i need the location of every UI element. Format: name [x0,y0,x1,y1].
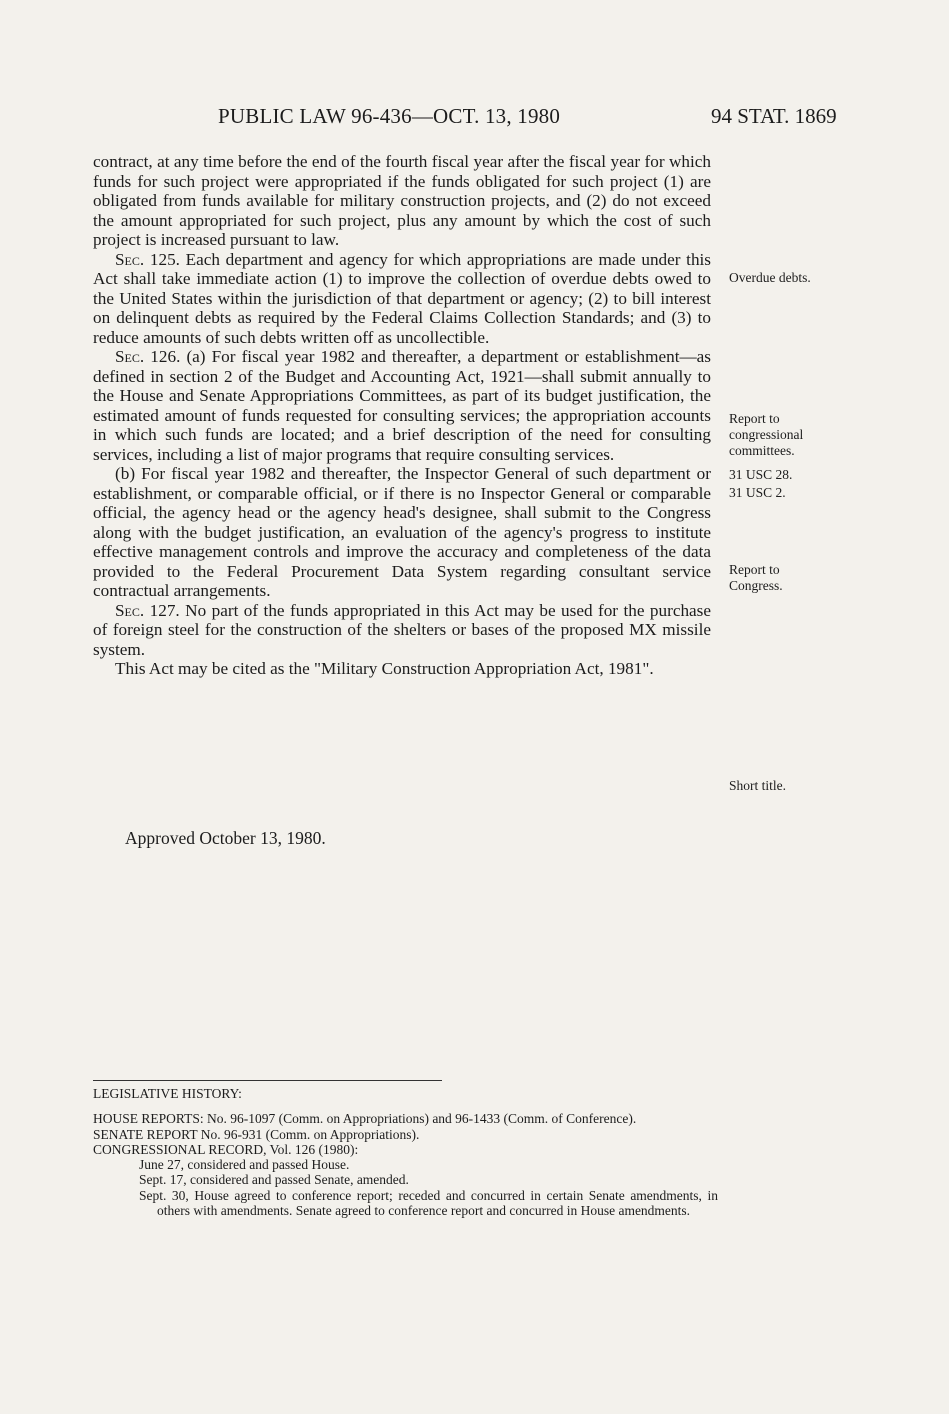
margin-note-line: committees. [729,443,795,458]
section-127 [93,601,711,660]
footnote-divider [93,1080,442,1081]
margin-note-overdue-debts: Overdue debts. [729,270,811,285]
margin-note-short-title: Short title. [729,778,786,793]
margin-note-line: Congress. [729,578,783,593]
section-label: Sec. [115,600,145,620]
section-126b: (b) For fiscal year 1982 and thereafter, the Inspector General of such department or establishment, or comparable official, or if there is no Inspector General or comparable official, the agency head or the agency head's designee, shall submit to the Congress along with the budget justification, an evaluation of the agency's progress to institute effective management controls and improve the accuracy and completeness of the data provided to the Federal Procurement Data System regarding consultant service contractual arrangements. [93,464,711,600]
section-127-text: 127. No part of the funds appropriated in this Act may be used for the purchase of foreign steel for the construction of the shelters or bases of the proposed MX missile system. [93,600,711,659]
section-125-text: 125. Each department and agency for which appropriations are made under this Act shall take immediate action (1) to improve the collection of overdue debts owed to the United States within the jurisdiction of that department or agency; (2) to bill interest on delinquent debts as required by the Federal Claims Collection Standards; and (3) to reduce amounts of such debts written off as uncollectible. [93,249,711,347]
running-header-title: PUBLIC LAW 96-436—OCT. 13, 1980 [218,104,561,128]
history-entry: June 27, considered and passed House. [139,1157,350,1173]
running-header-page: 94 STAT. 1869 [711,104,837,128]
margin-note-report-committees [729,411,839,459]
margin-note-report-congress [729,562,839,594]
section-126a-text: 126. (a) For fiscal year 1982 and thereafter, a department or establishment—as defined in section 2 of the Budget and Accounting Act, 1921—shall submit annually to the House and Senate Appropriations Committees, as part of its budget justification, the estimated amount of funds requested for consulting services; the appropriation accounts in which such funds are located; and a brief description of the need for consulting services, including a list of major programs that require consulting services. [93,347,711,464]
legislative-history [93,1086,718,1218]
history-entry: Sept. 17, considered and passed Senate, amended. [139,1172,409,1188]
margin-note-line: Report to [729,562,780,577]
house-reports: HOUSE REPORTS: No. 96-1097 (Comm. on Appropriations) and 96-1433 (Comm. of Conference). [93,1111,637,1127]
margin-note-31-usc-28: 31 USC 28. [729,467,793,482]
approval-date: Approved October 13, 1980. [125,828,326,848]
congressional-record: CONGRESSIONAL RECORD, Vol. 126 (1980): [93,1141,359,1157]
margin-note-31-usc-2: 31 USC 2. [729,485,786,500]
section-125 [93,250,711,348]
section-126a [93,347,711,464]
paragraph-continuation: contract, at any time before the end of the fourth fiscal year after the fiscal year for which funds for such project were appropriated if the funds obligated for such project (1) are obligated from funds available for military construction projects, and (2) do not exceed the amount appropriated for such project, plus any amount by which the cost of such project is increased pursuant to law. [93,152,711,249]
history-entry: Sept. 30, House agreed to conference report; receded and concurred in certain Senate amendments, in others with amendments. Senate agreed to conference report and concurred in House amendments. [139,1187,718,1219]
margin-note-line: Report to [729,411,780,426]
statute-body [93,152,711,679]
section-label: Sec. [115,249,145,269]
senate-report: SENATE REPORT No. 96-931 (Comm. on Appropriations). [93,1126,420,1142]
short-title-paragraph: This Act may be cited as the "Military Construction Appropriation Act, 1981". [115,659,654,678]
legislative-history-heading: LEGISLATIVE HISTORY: [93,1086,242,1101]
section-label: Sec. [115,347,145,366]
margin-note-line: congressional [729,427,804,442]
